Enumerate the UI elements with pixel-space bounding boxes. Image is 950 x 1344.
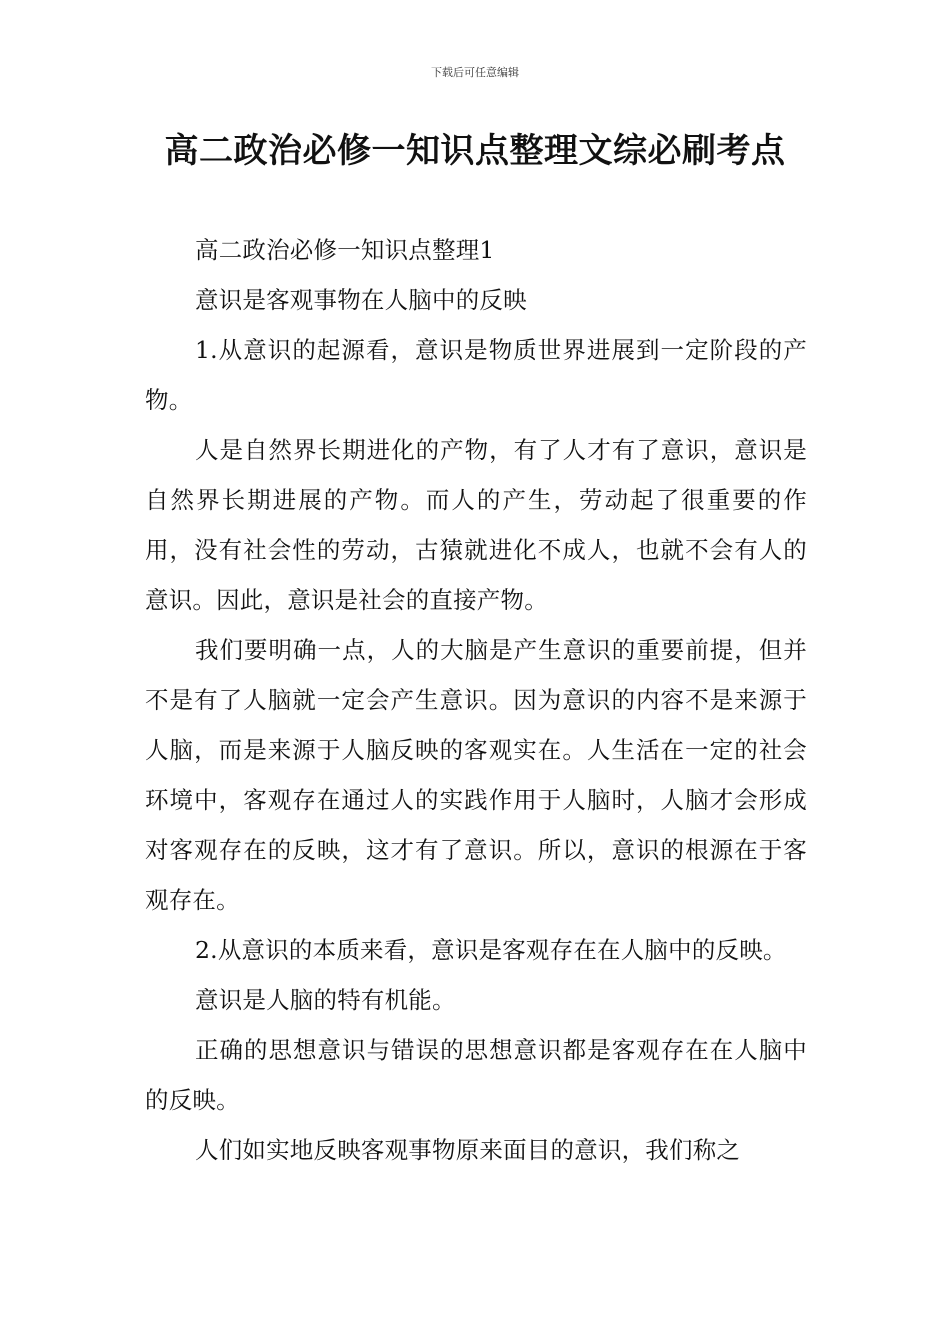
download-note: 下载后可任意编辑 — [431, 66, 519, 79]
body-paragraph: 人们如实地反映客观事物原来面目的意识，我们称之 — [195, 1136, 741, 1164]
body-paragraph: 1.从意识的起源看，意识是物质世界进展到一定阶段的产物。 — [145, 336, 807, 414]
document-body — [145, 225, 807, 1175]
body-paragraph: 2.从意识的本质来看，意识是客观存在在人脑中的反映。 — [195, 936, 787, 964]
document-title: 高二政治必修一知识点整理文综必刷考点 — [164, 131, 786, 171]
section-heading: 高二政治必修一知识点整理1 — [195, 236, 495, 264]
body-paragraph: 我们要明确一点，人的大脑是产生意识的重要前提，但并不是有了人脑就一定会产生意识。因为意识的内容不是来源于人脑，而是来源于人脑反映的客观实在。人生活在一定的社会环境中，客观存在通过人的实践作用于人脑时，人脑才会形成对客观存在的反映，这才有了意识。所以，意识的根源在于客观存在。 — [145, 636, 807, 914]
body-paragraph: 意识是人脑的特有机能。 — [195, 986, 456, 1014]
body-paragraph: 正确的思想意识与错误的思想意识都是客观存在在人脑中的反映。 — [145, 1036, 807, 1114]
topic-heading: 意识是客观事物在人脑中的反映 — [195, 286, 527, 314]
body-paragraph: 人是自然界长期进化的产物，有了人才有了意识，意识是自然界长期进展的产物。而人的产生，劳动起了很重要的作用，没有社会性的劳动，古猿就进化不成人，也就不会有人的意识。因此，意识是社会的直接产物。 — [145, 436, 807, 614]
